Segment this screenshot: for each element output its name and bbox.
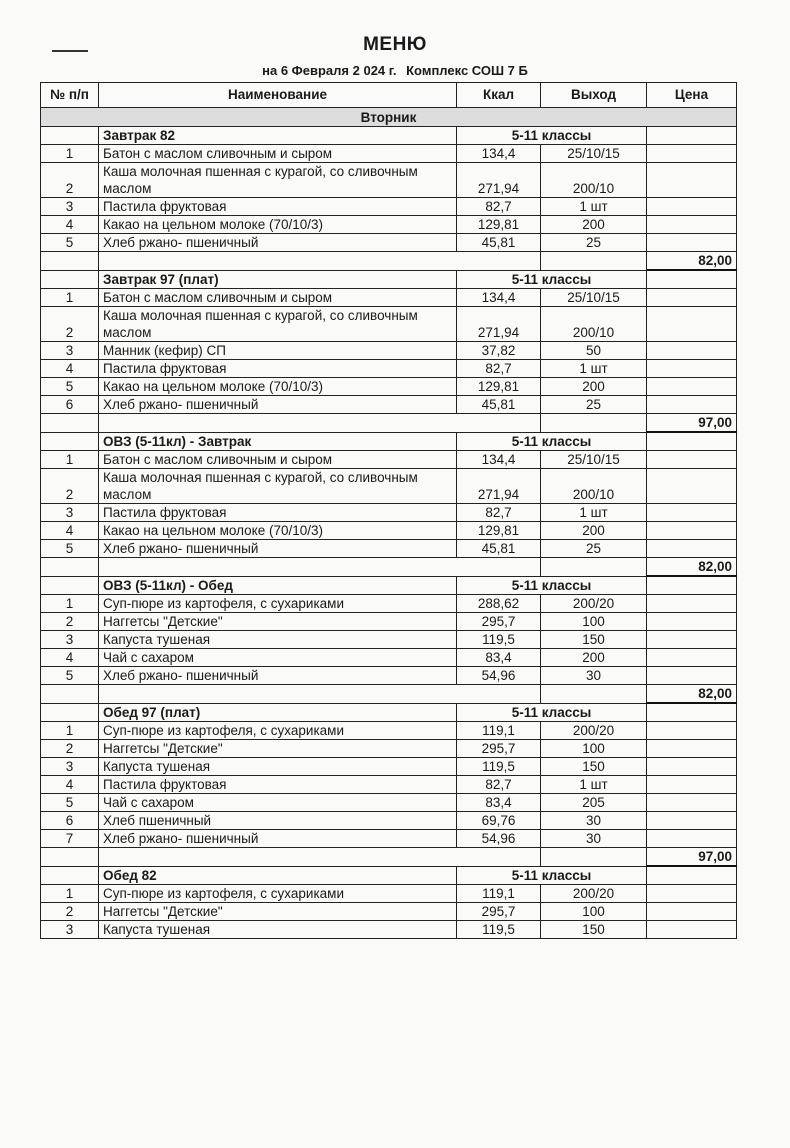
table-row xyxy=(41,469,737,504)
item-kcal: 37,82 xyxy=(457,342,541,360)
table-row xyxy=(41,289,737,307)
total-empty-cell xyxy=(541,685,647,704)
item-kcal: 119,1 xyxy=(457,885,541,903)
col-price-header: Цена xyxy=(647,83,737,108)
item-price xyxy=(647,758,737,776)
table-row xyxy=(41,740,737,758)
item-kcal: 83,4 xyxy=(457,794,541,812)
section-total-row xyxy=(41,848,737,867)
item-kcal: 83,4 xyxy=(457,649,541,667)
item-output: 200/20 xyxy=(541,722,647,740)
item-kcal: 295,7 xyxy=(457,613,541,631)
total-empty-cell xyxy=(41,848,99,867)
item-price xyxy=(647,360,737,378)
item-output: 25 xyxy=(541,234,647,252)
total-empty-cell xyxy=(541,252,647,271)
total-empty-cell xyxy=(99,685,541,704)
item-output: 25 xyxy=(541,540,647,558)
table-row xyxy=(41,234,737,252)
item-number: 7 xyxy=(41,830,99,848)
item-kcal: 134,4 xyxy=(457,451,541,469)
section-title: Обед 82 xyxy=(99,866,457,885)
section-title: Завтрак 97 (плат) xyxy=(99,270,457,289)
item-output: 100 xyxy=(541,740,647,758)
item-price xyxy=(647,830,737,848)
total-empty-cell xyxy=(41,414,99,433)
item-number: 2 xyxy=(41,740,99,758)
item-kcal: 119,5 xyxy=(457,921,541,939)
section-grade: 5-11 классы xyxy=(457,866,647,885)
section-total-row xyxy=(41,252,737,271)
table-row xyxy=(41,613,737,631)
item-output: 200/10 xyxy=(541,307,647,342)
section-price-cell xyxy=(647,576,737,595)
section-num-cell xyxy=(41,127,99,145)
table-row xyxy=(41,631,737,649)
section-header-row xyxy=(41,127,737,145)
item-name: Пастила фруктовая xyxy=(99,360,457,378)
total-empty-cell xyxy=(41,252,99,271)
item-kcal: 129,81 xyxy=(457,522,541,540)
item-number: 3 xyxy=(41,342,99,360)
item-kcal: 271,94 xyxy=(457,163,541,198)
table-row xyxy=(41,163,737,198)
section-total-price: 97,00 xyxy=(647,414,737,433)
section-total-price: 97,00 xyxy=(647,848,737,867)
item-name: Пастила фруктовая xyxy=(99,776,457,794)
item-number: 5 xyxy=(41,794,99,812)
table-row xyxy=(41,540,737,558)
item-number: 1 xyxy=(41,289,99,307)
section-header-row xyxy=(41,432,737,451)
item-kcal: 82,7 xyxy=(457,360,541,378)
menu-complex: Комплекс СОШ 7 Б xyxy=(406,63,528,78)
item-number: 1 xyxy=(41,145,99,163)
section-num-cell xyxy=(41,270,99,289)
section-grade: 5-11 классы xyxy=(457,270,647,289)
menu-date: на 6 Февраля 2 024 г. xyxy=(262,63,397,78)
item-price xyxy=(647,631,737,649)
table-row xyxy=(41,667,737,685)
item-price xyxy=(647,812,737,830)
table-row xyxy=(41,522,737,540)
item-name: Каша молочная пшенная с курагой, со сливочным маслом xyxy=(99,469,457,504)
item-price xyxy=(647,722,737,740)
section-total-row xyxy=(41,414,737,433)
item-kcal: 129,81 xyxy=(457,216,541,234)
item-kcal: 295,7 xyxy=(457,740,541,758)
item-price xyxy=(647,216,737,234)
item-number: 1 xyxy=(41,722,99,740)
table-row xyxy=(41,921,737,939)
item-number: 4 xyxy=(41,360,99,378)
section-price-cell xyxy=(647,270,737,289)
item-price xyxy=(647,667,737,685)
item-name: Чай с сахаром xyxy=(99,649,457,667)
item-number: 2 xyxy=(41,163,99,198)
item-kcal: 45,81 xyxy=(457,540,541,558)
item-output: 100 xyxy=(541,613,647,631)
total-empty-cell xyxy=(99,252,541,271)
table-row xyxy=(41,216,737,234)
item-price xyxy=(647,289,737,307)
item-output: 150 xyxy=(541,921,647,939)
col-output-header: Выход xyxy=(541,83,647,108)
section-price-cell xyxy=(647,432,737,451)
item-name: Хлеб ржано- пшеничный xyxy=(99,667,457,685)
item-name: Суп-пюре из картофеля, с сухариками xyxy=(99,885,457,903)
item-price xyxy=(647,307,737,342)
total-empty-cell xyxy=(541,414,647,433)
table-row xyxy=(41,307,737,342)
section-num-cell xyxy=(41,432,99,451)
item-price xyxy=(647,469,737,504)
item-number: 4 xyxy=(41,216,99,234)
item-number: 4 xyxy=(41,522,99,540)
menu-table xyxy=(40,82,737,939)
item-kcal: 271,94 xyxy=(457,469,541,504)
item-name: Хлеб ржано- пшеничный xyxy=(99,830,457,848)
item-kcal: 54,96 xyxy=(457,830,541,848)
total-empty-cell xyxy=(99,414,541,433)
section-title: ОВЗ (5-11кл) - Обед xyxy=(99,576,457,595)
table-row xyxy=(41,451,737,469)
item-name: Каша молочная пшенная с курагой, со сливочным маслом xyxy=(99,163,457,198)
item-number: 6 xyxy=(41,812,99,830)
section-total-price: 82,00 xyxy=(647,252,737,271)
item-price xyxy=(647,649,737,667)
item-output: 200/10 xyxy=(541,163,647,198)
section-grade: 5-11 классы xyxy=(457,127,647,145)
table-row xyxy=(41,360,737,378)
section-price-cell xyxy=(647,127,737,145)
item-price xyxy=(647,198,737,216)
item-name: Хлеб ржано- пшеничный xyxy=(99,234,457,252)
section-header-row xyxy=(41,866,737,885)
section-num-cell xyxy=(41,576,99,595)
total-empty-cell xyxy=(541,848,647,867)
section-total-row xyxy=(41,685,737,704)
item-kcal: 134,4 xyxy=(457,289,541,307)
table-row xyxy=(41,722,737,740)
item-output: 205 xyxy=(541,794,647,812)
item-price xyxy=(647,613,737,631)
total-empty-cell xyxy=(99,558,541,577)
item-name: Капуста тушеная xyxy=(99,758,457,776)
table-row xyxy=(41,903,737,921)
item-name: Наггетсы "Детские" xyxy=(99,613,457,631)
item-number: 6 xyxy=(41,396,99,414)
item-kcal: 82,7 xyxy=(457,776,541,794)
item-output: 200 xyxy=(541,522,647,540)
item-name: Суп-пюре из картофеля, с сухариками xyxy=(99,595,457,613)
section-total-price: 82,00 xyxy=(647,558,737,577)
section-title: Обед 97 (плат) xyxy=(99,703,457,722)
item-output: 1 шт xyxy=(541,776,647,794)
item-price xyxy=(647,145,737,163)
item-price xyxy=(647,776,737,794)
item-price xyxy=(647,163,737,198)
total-empty-cell xyxy=(41,685,99,704)
section-title: Завтрак 82 xyxy=(99,127,457,145)
item-number: 2 xyxy=(41,307,99,342)
section-grade: 5-11 классы xyxy=(457,703,647,722)
item-output: 25/10/15 xyxy=(541,145,647,163)
section-num-cell xyxy=(41,866,99,885)
item-price xyxy=(647,740,737,758)
item-name: Наггетсы "Детские" xyxy=(99,903,457,921)
item-number: 5 xyxy=(41,378,99,396)
total-empty-cell xyxy=(541,558,647,577)
item-price xyxy=(647,522,737,540)
table-row xyxy=(41,198,737,216)
item-kcal: 119,5 xyxy=(457,758,541,776)
item-name: Пастила фруктовая xyxy=(99,198,457,216)
item-name: Батон с маслом сливочным и сыром xyxy=(99,289,457,307)
item-price xyxy=(647,540,737,558)
item-output: 200 xyxy=(541,649,647,667)
item-number: 1 xyxy=(41,595,99,613)
item-output: 150 xyxy=(541,631,647,649)
page-title: МЕНЮ xyxy=(363,34,427,55)
table-row xyxy=(41,830,737,848)
item-kcal: 129,81 xyxy=(457,378,541,396)
item-price xyxy=(647,234,737,252)
item-name: Чай с сахаром xyxy=(99,794,457,812)
menu-body xyxy=(41,108,737,939)
item-output: 200 xyxy=(541,216,647,234)
section-price-cell xyxy=(647,866,737,885)
item-name: Капуста тушеная xyxy=(99,631,457,649)
table-row xyxy=(41,812,737,830)
item-kcal: 54,96 xyxy=(457,667,541,685)
item-name: Манник (кефир) СП xyxy=(99,342,457,360)
item-price xyxy=(647,794,737,812)
item-name: Какао на цельном молоке (70/10/3) xyxy=(99,216,457,234)
item-output: 200 xyxy=(541,378,647,396)
item-price xyxy=(647,595,737,613)
item-output: 25/10/15 xyxy=(541,289,647,307)
total-empty-cell xyxy=(41,558,99,577)
item-name: Какао на цельном молоке (70/10/3) xyxy=(99,522,457,540)
page-subtitle xyxy=(0,63,790,78)
table-row xyxy=(41,794,737,812)
item-number: 2 xyxy=(41,469,99,504)
item-kcal: 134,4 xyxy=(457,145,541,163)
item-name: Батон с маслом сливочным и сыром xyxy=(99,145,457,163)
item-price xyxy=(647,451,737,469)
item-price xyxy=(647,885,737,903)
item-output: 1 шт xyxy=(541,504,647,522)
item-output: 30 xyxy=(541,667,647,685)
table-row xyxy=(41,145,737,163)
item-price xyxy=(647,378,737,396)
item-price xyxy=(647,921,737,939)
item-name: Батон с маслом сливочным и сыром xyxy=(99,451,457,469)
item-kcal: 45,81 xyxy=(457,234,541,252)
col-num-header: № п/п xyxy=(41,83,99,108)
item-output: 25 xyxy=(541,396,647,414)
day-row xyxy=(41,108,737,127)
item-number: 3 xyxy=(41,631,99,649)
item-output: 30 xyxy=(541,830,647,848)
col-kcal-header: Ккал xyxy=(457,83,541,108)
item-kcal: 82,7 xyxy=(457,504,541,522)
item-number: 5 xyxy=(41,667,99,685)
item-number: 1 xyxy=(41,885,99,903)
item-kcal: 119,5 xyxy=(457,631,541,649)
section-header-row xyxy=(41,703,737,722)
item-number: 1 xyxy=(41,451,99,469)
section-header-row xyxy=(41,270,737,289)
item-number: 4 xyxy=(41,649,99,667)
table-row xyxy=(41,396,737,414)
item-name: Какао на цельном молоке (70/10/3) xyxy=(99,378,457,396)
item-output: 50 xyxy=(541,342,647,360)
item-price xyxy=(647,396,737,414)
section-header-row xyxy=(41,576,737,595)
item-output: 200/10 xyxy=(541,469,647,504)
item-number: 4 xyxy=(41,776,99,794)
table-row xyxy=(41,342,737,360)
item-price xyxy=(647,903,737,921)
item-name: Хлеб пшеничный xyxy=(99,812,457,830)
item-price xyxy=(647,342,737,360)
table-header-row xyxy=(41,83,737,108)
day-label: Вторник xyxy=(41,108,737,127)
item-name: Наггетсы "Детские" xyxy=(99,740,457,758)
item-name: Пастила фруктовая xyxy=(99,504,457,522)
section-price-cell xyxy=(647,703,737,722)
item-name: Суп-пюре из картофеля, с сухариками xyxy=(99,722,457,740)
item-number: 3 xyxy=(41,921,99,939)
section-grade: 5-11 классы xyxy=(457,432,647,451)
total-empty-cell xyxy=(99,848,541,867)
item-name: Хлеб ржано- пшеничный xyxy=(99,540,457,558)
table-row xyxy=(41,649,737,667)
item-output: 30 xyxy=(541,812,647,830)
item-name: Капуста тушеная xyxy=(99,921,457,939)
item-number: 5 xyxy=(41,540,99,558)
item-number: 2 xyxy=(41,903,99,921)
item-number: 3 xyxy=(41,198,99,216)
table-row xyxy=(41,885,737,903)
table-row xyxy=(41,776,737,794)
item-kcal: 271,94 xyxy=(457,307,541,342)
item-output: 100 xyxy=(541,903,647,921)
table-row xyxy=(41,378,737,396)
item-price xyxy=(647,504,737,522)
item-kcal: 69,76 xyxy=(457,812,541,830)
section-total-row xyxy=(41,558,737,577)
item-output: 200/20 xyxy=(541,885,647,903)
item-number: 3 xyxy=(41,758,99,776)
item-name: Хлеб ржано- пшеничный xyxy=(99,396,457,414)
item-number: 5 xyxy=(41,234,99,252)
item-number: 3 xyxy=(41,504,99,522)
item-output: 25/10/15 xyxy=(541,451,647,469)
item-kcal: 295,7 xyxy=(457,903,541,921)
item-output: 1 шт xyxy=(541,360,647,378)
item-kcal: 82,7 xyxy=(457,198,541,216)
item-output: 200/20 xyxy=(541,595,647,613)
section-title: ОВЗ (5-11кл) - Завтрак xyxy=(99,432,457,451)
section-total-price: 82,00 xyxy=(647,685,737,704)
table-row xyxy=(41,504,737,522)
item-kcal: 119,1 xyxy=(457,722,541,740)
item-kcal: 288,62 xyxy=(457,595,541,613)
item-output: 1 шт xyxy=(541,198,647,216)
item-output: 150 xyxy=(541,758,647,776)
table-row xyxy=(41,595,737,613)
item-number: 2 xyxy=(41,613,99,631)
item-kcal: 45,81 xyxy=(457,396,541,414)
item-name: Каша молочная пшенная с курагой, со сливочным маслом xyxy=(99,307,457,342)
section-num-cell xyxy=(41,703,99,722)
table-row xyxy=(41,758,737,776)
section-grade: 5-11 классы xyxy=(457,576,647,595)
col-name-header: Наименование xyxy=(99,83,457,108)
